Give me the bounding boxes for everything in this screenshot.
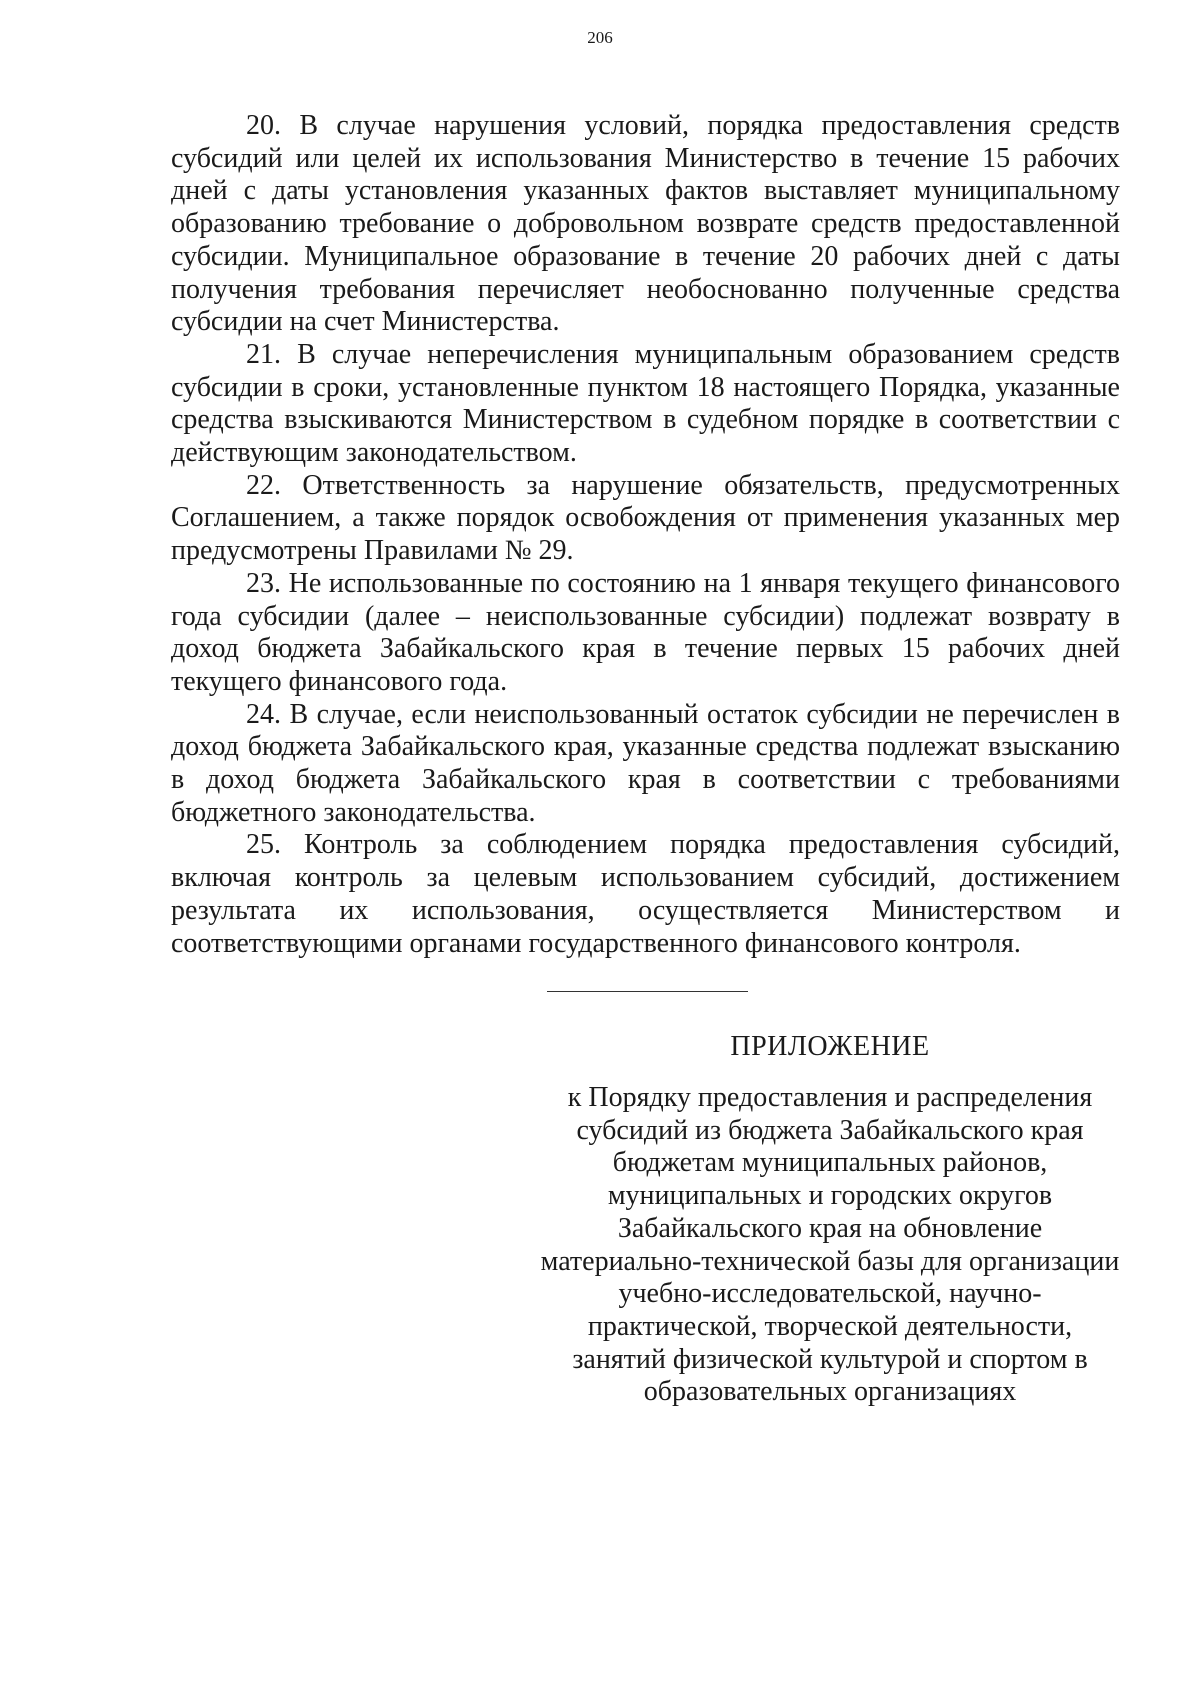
- appendix-caption-line: образовательных организациях: [643, 1376, 1017, 1408]
- appendix-title: ПРИЛОЖЕНИЕ: [730, 1031, 930, 1062]
- section-divider: [547, 991, 748, 992]
- appendix-caption-line: бюджетам муниципальных районов,: [612, 1147, 1048, 1179]
- appendix-caption-line: материально-технической базы для организации: [540, 1245, 1120, 1277]
- paragraph-25: 25. Контроль за соблюдением порядка предоставления субсидий, включая контроль за целевым использованием субсидий, достижением результата их использования, осуществляется Министерством и соответствующими органами государственного финансового контроля.: [171, 829, 1120, 959]
- page-number: 206: [587, 28, 613, 47]
- appendix-caption-line: субсидий из бюджета Забайкальского края: [576, 1114, 1084, 1146]
- document-body: [171, 110, 1120, 960]
- appendix-caption-line: Забайкальского края на обновление: [617, 1212, 1043, 1244]
- paragraph-23: 23. Не использованные по состоянию на 1 января текущего финансового года субсидии (далее – неиспользованные субсидии) подлежат возврату в доход бюджета Забайкальского края в течение первых 15 рабочих дней текущего финансового года.: [171, 567, 1120, 697]
- paragraph-22: 22. Ответственность за нарушение обязательств, предусмотренных Соглашением, а также порядок освобождения от применения указанных мер предусмотрены Правилами № 29.: [171, 469, 1120, 567]
- appendix-caption-line: муниципальных и городских округов: [607, 1180, 1053, 1212]
- appendix-caption-line: к Порядку предоставления и распределения: [567, 1082, 1093, 1113]
- appendix-caption: [525, 1082, 1135, 1409]
- appendix-caption-line: занятий физической культурой и спортом в: [572, 1343, 1088, 1375]
- appendix-caption-line: учебно-исследовательской, научно-: [618, 1278, 1042, 1310]
- paragraph-24: 24. В случае, если неиспользованный остаток субсидии не перечислен в доход бюджета Забайкальского края, указанные средства подлежат взысканию в доход бюджета Забайкальского края в соответствии с требованиями бюджетного законодательства.: [171, 698, 1120, 828]
- paragraph-20: 20. В случае нарушения условий, порядка предоставления средств субсидий или целей их использования Министерство в течение 15 рабочих дней с даты установления указанных фактов выставляет муниципальному образованию требование о добровольном возврате средств предоставленной субсидии. Муниципальное образование в течение 20 рабочих дней с даты получения требования перечисляет необоснованно полученные средства субсидии на счет Министерства.: [171, 110, 1120, 338]
- paragraph-21: 21. В случае неперечисления муниципальным образованием средств субсидии в сроки, установленные пунктом 18 настоящего Порядка, указанные средства взыскиваются Министерством в судебном порядке в соответствии с действующим законодательством.: [171, 338, 1120, 469]
- appendix-caption-line: практической, творческой деятельности,: [587, 1310, 1073, 1342]
